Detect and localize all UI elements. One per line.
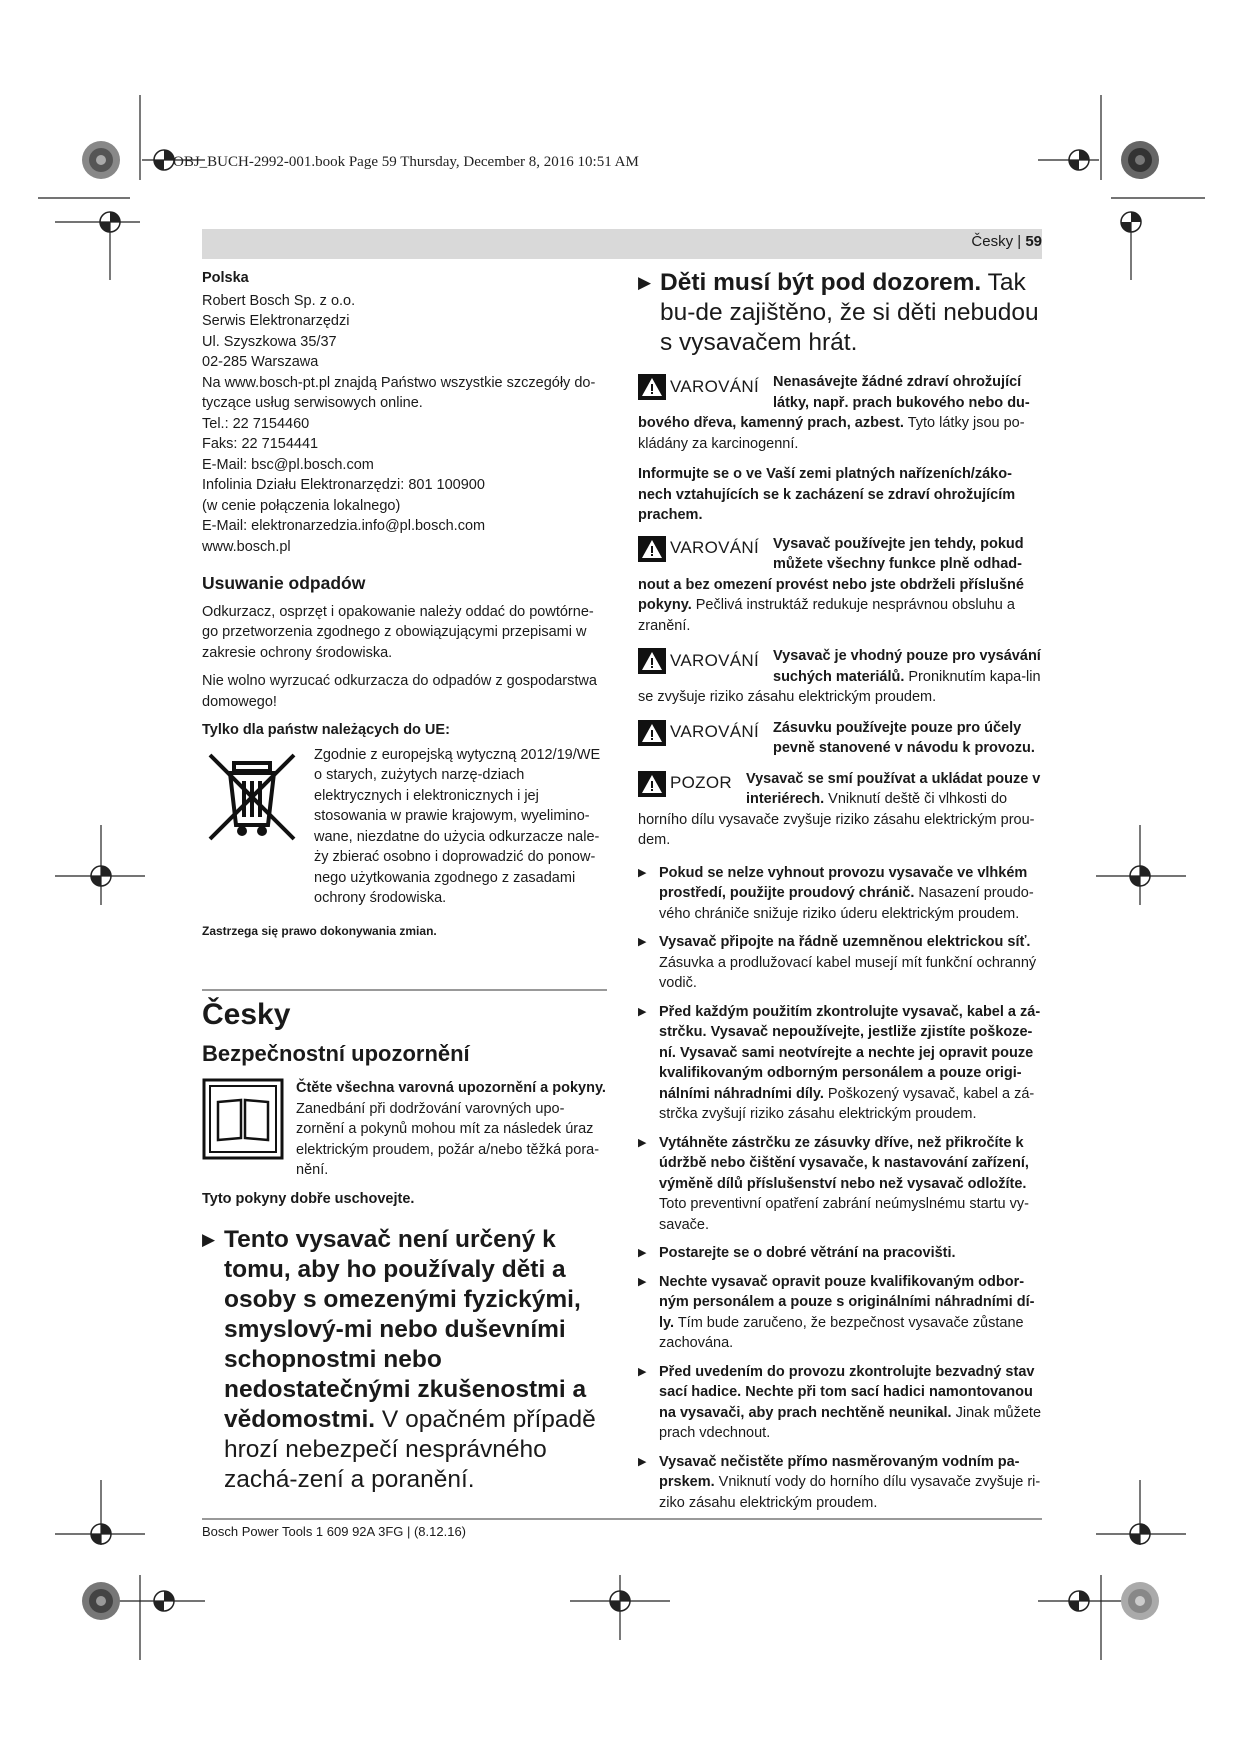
bullet-triangle-icon: ▶ <box>638 1247 647 1259</box>
bullet-triangle-icon: ▶ <box>638 1136 647 1149</box>
warning-bold: Nenasávejte žádné zdraví ohrožující látky, např. prach bukového nebo du-bového dřeva, kamenný prach, azbest. <box>638 374 1030 431</box>
contact-line: Faks: 22 7154441 <box>202 436 319 452</box>
language-title: Česky <box>202 998 291 1031</box>
safety-bullet: ▶ Pokud se nelze vyhnout provozu vysavače ve vlhkém prostředí, použijte proudový chránič. Nasazení proudo-vého chrániče snižuje riziko úderu elektrickým proudem. <box>638 864 1034 922</box>
contact-line: www.bosch.pl <box>202 538 291 555</box>
warning-badge: VAROVÁNÍ <box>638 374 759 400</box>
children-supervision-text: Tak bu-de zajištěno, že si děti nebudou s vysavačem hrát. <box>660 269 1039 356</box>
bullet-triangle-icon: ▶ <box>638 1005 647 1018</box>
section-divider <box>202 989 607 991</box>
left-column <box>202 268 607 1495</box>
children-supervision-bold: Děti musí být pod dozorem. <box>660 269 982 296</box>
disposal-paragraph-1: Odkurzacz, osprzęt i opakowanie należy oddać do powtórne-go przetworzenia zgodnego z obowiązującymi przepisami w zakresie ochrony środowiska. <box>202 603 594 661</box>
caution-item <box>638 769 1043 851</box>
warning-text: Pečlivá instruktáž redukuje nesprávnou obsluhu a zranění. <box>638 597 1015 634</box>
disposal-title: Usuwanie odpadów <box>202 573 366 593</box>
warning-item <box>638 534 1043 637</box>
warning-item <box>638 646 1043 708</box>
bullet-triangle-icon: ▶ <box>638 273 652 292</box>
big-warning-text: V opačném případě hrozí nebezpečí nesprávného zachá-zení a poranění. <box>224 1406 596 1493</box>
contact-line: 02-285 Warszawa <box>202 354 319 370</box>
contact-line: (w cenie połączenia lokalnego) <box>202 497 401 514</box>
crossed-bin-icon <box>202 745 302 845</box>
warning-triangle-icon <box>641 539 663 559</box>
keep-instructions: Tyto pokyny dobře uschovejte. <box>202 1190 415 1207</box>
bullet-triangle-icon: ▶ <box>202 1230 216 1249</box>
footer-rule <box>202 1518 1042 1520</box>
warning-text: Tyto látky jsou po-kládány za karcinogenní. <box>638 415 1025 452</box>
disposal-paragraph-2: Nie wolno wyrzucać odkurzacza do odpadów z gospodarstwa domowego! <box>202 673 597 710</box>
contact-line: E-Mail: bsc@pl.bosch.com <box>202 456 374 473</box>
bullet-triangle-icon: ▶ <box>638 866 647 879</box>
safety-bullets <box>638 863 1043 1514</box>
safety-bullet: ▶ Nechte vysavač opravit pouze kvalifikovaným odbor-ným personálem a pouze s originálními náhradními dí-ly. Tím bude zaručeno, že bezpečnost vysavače zůstane zachována. <box>638 1273 1035 1351</box>
warning-bold: Zásuvku používejte pouze pro účely pevně stanovené v návodu k provozu. <box>773 719 1035 756</box>
warning-bold: Vysavač je vhodný pouze pro vysávání suchých materiálů. <box>773 648 1041 685</box>
safety-title: Bezpečnostní upozornění <box>202 1040 470 1066</box>
safety-bullet: ▶ Postarejte se o dobré větrání na pracovišti. <box>638 1243 1043 1264</box>
read-manual-block <box>202 1078 607 1181</box>
warning-badge: VAROVÁNÍ <box>638 648 759 674</box>
contact-line: Ul. Szyszkowa 35/37 <box>202 333 337 350</box>
contact-line: Infolinia Działu Elektronarzędzi: 801 100900 <box>202 477 485 493</box>
warning-badge: VAROVÁNÍ <box>638 720 759 746</box>
eu-title: Tylko dla państw należących do UE: <box>202 722 450 738</box>
safety-bullet: ▶ Před každým použitím zkontrolujte vysavač, kabel a zá-strčku. Vysavač nepoužívejte, jestliže zjistíte poškoze-ní. Vysavač sami neotvírejte a nechte jej opravit pouze kvalifikovaným odborným personálem a pouze origi-nálními náhradními díly. Poškozený vysavač, kabel a zá-strčka zvyšují riziko zásahu elektrickým proudem. <box>638 1003 1041 1122</box>
caution-badge: POZOR <box>638 771 732 797</box>
safety-bullet: ▶ Vysavač připojte na řádně uzemněnou elektrickou síť. Zásuvka a prodlužovací kabel musejí mít funkční ochranný vodič. <box>638 934 1037 991</box>
read-warning-bold: Čtěte všechna varovná upozornění a pokyny. <box>296 1080 606 1096</box>
contact-line: Serwis Elektronarzędzi <box>202 313 350 329</box>
warning-triangle-icon <box>641 723 663 743</box>
bullet-triangle-icon: ▶ <box>638 936 647 948</box>
header-bar <box>202 229 1042 259</box>
warning-item <box>638 372 1043 454</box>
warning-triangle-icon <box>641 651 663 671</box>
warning-item <box>638 718 1043 759</box>
book-icon <box>202 1078 284 1160</box>
read-warning-text: Zanedbání při dodržování varovných upo-zornění a pokynů mohou mít za následek úraz elektrickým proudem, požár a/nebo těžká pora-nění. <box>296 1100 600 1178</box>
warning-text: Proniknutím kapa-lin se zvyšuje riziko zásahu elektrickým proudem. <box>638 668 1041 705</box>
contact-line: Robert Bosch Sp. z o.o. <box>202 292 356 309</box>
bullet-triangle-icon: ▶ <box>638 1275 647 1288</box>
inform-note: Informujte se o ve Vaší zemi platných nařízeních/záko-nech vztahujících se k zacházení se zdraví ohrožujícím prachem. <box>638 466 1016 523</box>
big-warning-right <box>638 268 1043 358</box>
bullet-triangle-icon: ▶ <box>638 1455 647 1468</box>
big-warning-left <box>202 1225 607 1495</box>
contact-line: Tel.: 22 7154460 <box>202 415 310 432</box>
bullet-triangle-icon: ▶ <box>638 1365 647 1378</box>
contact-line: Na www.bosch-pt.pl znajdą Państwo wszystkie szczegóły do-tyczące usług serwisowych online. <box>202 374 596 411</box>
caution-text: Vniknutí deště či vlhkosti do horního dílu vysavače zvyšuje riziko zásahu elektrickým prou-dem. <box>638 791 1035 848</box>
right-column <box>638 268 1043 1521</box>
safety-bullet: ▶ Před uvedením do provozu zkontrolujte bezvadný stav sací hadice. Nechte při tom sací hadici namontovanou na vysavači, aby prach nechtěně neunikal. Jinak můžete prach vdechnout. <box>638 1363 1042 1441</box>
big-warning-bold: Tento vysavač není určený k tomu, aby ho používaly děti a osoby s omezenými fyzickými, smyslový-mi nebo duševními schopnostmi nebo nedostatečnými zkušenostmi a vědomostmi. <box>224 1226 587 1433</box>
book-info: OBJ_BUCH-2992-001.book Page 59 Thursday, December 8, 2016 10:51 AM <box>173 154 639 170</box>
running-header: Česky | 59 <box>971 233 1042 250</box>
eu-directive-text: Zgodnie z europejską wytyczną 2012/19/WE o starych, zużytych narzę-dziach elektrycznych i elektronicznych i jej stosowania w prawie krajowym, wyelimino-wane, niezdatne do użycia odkurzacze nale-ży zbierać osobno i doprowadzić do ponow-nego użytkowania zgodnego z zasadami ochrony środowiska. <box>314 746 601 906</box>
warning-bold: Vysavač používejte jen tehdy, pokud můžete všechny funkce plně odhad-nout a bez omezení provést nebo jste obdrželi příslušné pokyny. <box>638 535 1024 613</box>
caution-bold: Vysavač se smí používat a ukládat pouze v interiérech. <box>745 770 1041 807</box>
header-section: Česky <box>971 233 1014 250</box>
polska-title: Polska <box>202 270 249 286</box>
safety-bullet: ▶ Vytáhněte zástrčku ze zásuvky dříve, než přikročíte k údržbě nebo čištění vysavače, k nastavování zařízení, výměně dílů příslušenství nebo než vysavač odložíte. Toto preventivní opatření zabrání neúmyslnému startu vy-savače. <box>638 1134 1029 1233</box>
eu-block <box>202 745 607 909</box>
warning-triangle-icon <box>641 377 663 397</box>
warning-badge: VAROVÁNÍ <box>638 536 759 562</box>
reserve-note: Zastrzega się prawo dokonywania zmian. <box>202 923 437 938</box>
polska-contact <box>202 291 607 558</box>
contact-line: E-Mail: elektronarzedzia.info@pl.bosch.com <box>202 518 486 534</box>
safety-bullet: ▶ Vysavač nečistěte přímo nasměrovaným vodním pa-prskem. Vniknutí vody do horního dílu vysavače zvyšuje ri-ziko zásahu elektrickým proudem. <box>638 1453 1041 1511</box>
page-number: 59 <box>1025 233 1042 250</box>
footer: Bosch Power Tools 1 609 92A 3FG | (8.12.16) <box>202 1524 467 1539</box>
warning-triangle-icon <box>641 774 663 794</box>
